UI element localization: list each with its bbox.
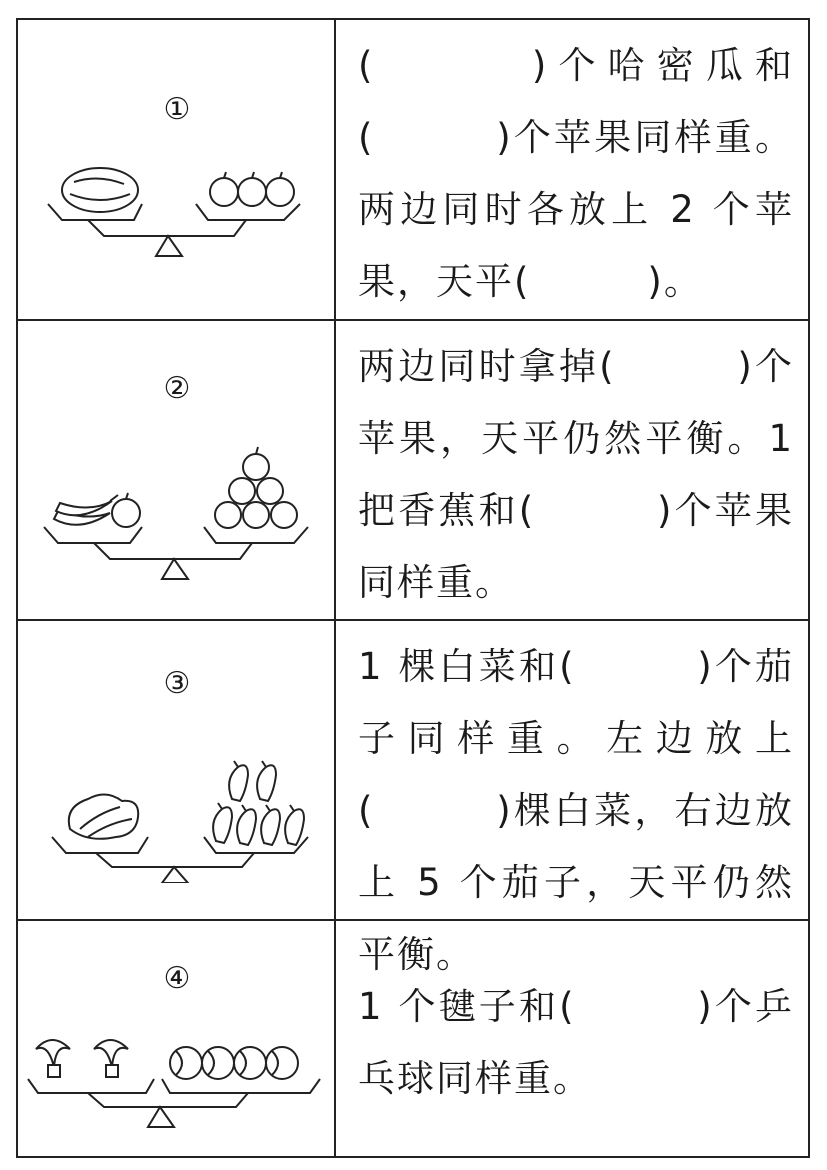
problem-row-3: [18, 621, 808, 976]
illustration-cell-2: [18, 321, 336, 619]
illustration-cell-3: [18, 621, 336, 919]
eggplant-icon: [213, 761, 304, 845]
shuttlecock-icon: [36, 1040, 128, 1077]
melon-icon: [62, 168, 138, 212]
exercise-table: [16, 18, 810, 1158]
problem-row-2: [18, 321, 808, 621]
problem-number: ③: [163, 666, 191, 701]
scale-body: [28, 1079, 320, 1127]
balance-scale-3: [18, 733, 336, 883]
problem-row-1: [18, 20, 808, 321]
scale-body: [48, 204, 300, 256]
apple-icon: [210, 172, 294, 206]
apple-icon: [112, 447, 297, 528]
balance-scale-4: [18, 1021, 336, 1131]
cabbage-icon: [69, 794, 138, 838]
illustration-cell-4: [18, 921, 336, 1156]
illustration-cell-1: [18, 20, 336, 319]
banana-icon: [54, 495, 118, 525]
scale-body: [44, 527, 308, 579]
ping-pong-ball-icon: [170, 1047, 298, 1079]
problem-text: 1 个毽子和( )个乒乓球同样重。: [358, 985, 794, 1100]
balance-scale-2: [18, 441, 336, 581]
text-cell-1: [336, 20, 808, 319]
problem-number: ④: [163, 961, 191, 996]
problem-number: ①: [163, 92, 191, 127]
problem-text: ( )个哈密瓜和( )个苹果同样重。两边同时各放上 2 个苹果，天平( )。: [358, 44, 794, 303]
problem-number: ②: [163, 371, 191, 406]
problem-row-4: [18, 921, 808, 1156]
text-cell-2: [336, 321, 808, 619]
text-cell-3: [336, 621, 808, 976]
problem-text: 1 棵白菜和( )个茄子同样重。左边放上( )棵白菜，右边放上 5 个茄子，天平仍然平衡。: [358, 645, 794, 976]
balance-scale-1: [18, 160, 336, 260]
problem-text: 两边同时拿掉( )个苹果，天平仍然平衡。1 把香蕉和( )个苹果同样重。: [358, 345, 794, 604]
text-cell-4: [336, 921, 808, 1156]
